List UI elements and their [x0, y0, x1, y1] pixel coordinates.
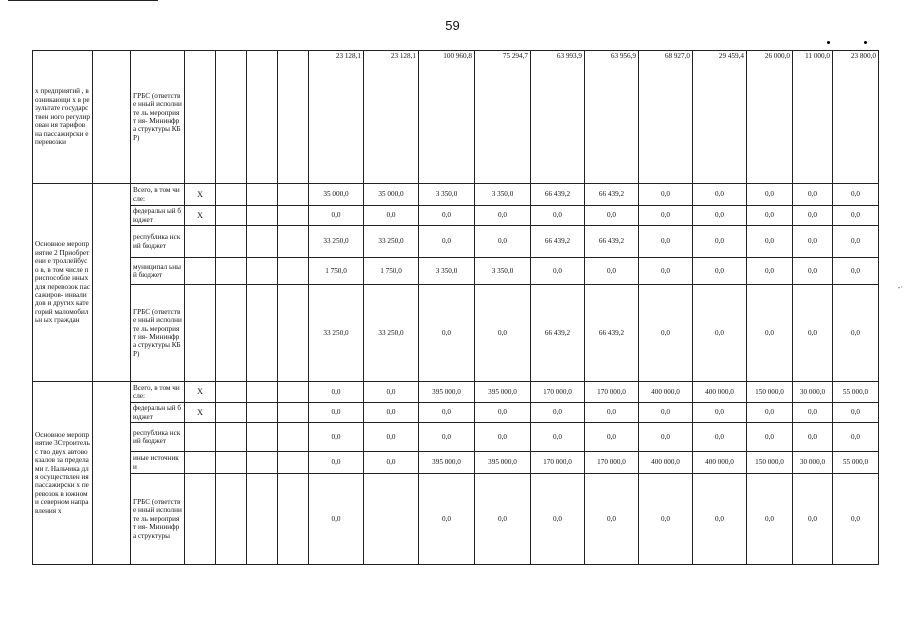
scan-dot	[827, 41, 830, 44]
value-cell: 0,0	[693, 258, 747, 285]
value-cell: 0,0	[833, 184, 879, 206]
value-cell: 66 439,2	[531, 285, 585, 382]
scan-dot	[864, 41, 867, 44]
value-cell: 395 000,0	[475, 382, 531, 403]
value-cell: 0,0	[585, 403, 639, 423]
value-cell: 0,0	[793, 226, 833, 258]
x-marker-cell	[185, 51, 216, 184]
value-cell: 0,0	[793, 474, 833, 565]
x-marker-cell: Х	[185, 206, 216, 226]
empty-cell	[278, 423, 309, 452]
margin-mark: -·	[897, 283, 903, 292]
funding-source-cell: Всего, в том числе:	[131, 382, 185, 403]
funding-source-cell: ГРБС (ответстве нный исполните ль мероприят ия- Мининфра структуры КБР)	[131, 51, 185, 184]
value-cell: 170 000,0	[531, 452, 585, 474]
value-cell: 0,0	[833, 258, 879, 285]
empty-cell	[278, 226, 309, 258]
empty-cell	[216, 423, 247, 452]
empty-cell	[247, 184, 278, 206]
value-cell: 66 439,2	[585, 226, 639, 258]
value-cell: 66 439,2	[585, 285, 639, 382]
value-cell: 0,0	[531, 258, 585, 285]
value-cell: 0,0	[419, 474, 475, 565]
value-cell: 30 000,0	[793, 382, 833, 403]
value-cell: 11 000,0	[793, 51, 833, 184]
value-cell: 0,0	[309, 403, 364, 423]
value-cell: 23 128,1	[309, 51, 364, 184]
x-marker-cell	[185, 258, 216, 285]
value-cell: 1 750,0	[309, 258, 364, 285]
empty-cell	[278, 51, 309, 184]
value-cell: 66 439,2	[585, 184, 639, 206]
table-row	[33, 51, 879, 184]
empty-cell	[216, 452, 247, 474]
value-cell: 0,0	[475, 423, 531, 452]
empty-cell	[278, 452, 309, 474]
value-cell: 0,0	[585, 474, 639, 565]
value-cell: 0,0	[747, 184, 793, 206]
value-cell: 0,0	[475, 474, 531, 565]
empty-cell	[278, 403, 309, 423]
value-cell: 395 000,0	[419, 382, 475, 403]
value-cell: 0,0	[833, 285, 879, 382]
value-cell: 0,0	[693, 206, 747, 226]
value-cell: 400 000,0	[693, 452, 747, 474]
table-row	[33, 258, 879, 285]
value-cell: 0,0	[693, 423, 747, 452]
empty-cell	[216, 206, 247, 226]
value-cell: 0,0	[693, 474, 747, 565]
value-cell: 3 350,0	[475, 184, 531, 206]
empty-cell	[216, 226, 247, 258]
value-cell: 55 000,0	[833, 382, 879, 403]
value-cell: 395 000,0	[475, 452, 531, 474]
empty-cell	[278, 258, 309, 285]
table-row	[33, 452, 879, 474]
value-cell: 0,0	[639, 474, 693, 565]
value-cell: 400 000,0	[639, 382, 693, 403]
x-marker-cell	[185, 423, 216, 452]
value-cell: 0,0	[833, 474, 879, 565]
value-cell: 0,0	[639, 285, 693, 382]
empty-cell	[247, 403, 278, 423]
empty-cell	[278, 285, 309, 382]
value-cell: 0,0	[419, 423, 475, 452]
value-cell: 30 000,0	[793, 452, 833, 474]
value-cell: 0,0	[419, 403, 475, 423]
value-cell: 0,0	[419, 285, 475, 382]
value-cell: 100 960,8	[419, 51, 475, 184]
budget-table	[32, 50, 879, 565]
value-cell: 0,0	[747, 206, 793, 226]
empty-cell	[93, 184, 131, 382]
value-cell: 0,0	[693, 184, 747, 206]
value-cell: 0,0	[419, 206, 475, 226]
value-cell: 0,0	[364, 423, 419, 452]
value-cell: 33 250,0	[364, 226, 419, 258]
value-cell: 0,0	[693, 226, 747, 258]
value-cell: 0,0	[693, 403, 747, 423]
value-cell: 63 993,9	[531, 51, 585, 184]
empty-cell	[216, 258, 247, 285]
value-cell: 0,0	[793, 423, 833, 452]
value-cell: 0,0	[585, 258, 639, 285]
value-cell: 68 927,0	[639, 51, 693, 184]
value-cell: 0,0	[475, 226, 531, 258]
empty-cell	[247, 226, 278, 258]
value-cell: 75 294,7	[475, 51, 531, 184]
value-cell: 33 250,0	[364, 285, 419, 382]
empty-cell	[93, 51, 131, 184]
table-row	[33, 226, 879, 258]
value-cell: 150 000,0	[747, 382, 793, 403]
value-cell: 0,0	[793, 258, 833, 285]
x-marker-cell	[185, 452, 216, 474]
value-cell: 3 350,0	[475, 258, 531, 285]
empty-cell	[216, 285, 247, 382]
x-marker-cell	[185, 285, 216, 382]
value-cell: 0,0	[639, 206, 693, 226]
empty-cell	[278, 184, 309, 206]
value-cell: 170 000,0	[585, 452, 639, 474]
value-cell: 66 439,2	[531, 184, 585, 206]
value-cell: 0,0	[475, 403, 531, 423]
value-cell: 0,0	[639, 226, 693, 258]
funding-source-cell: Всего, в том числе:	[131, 184, 185, 206]
funding-source-cell: федеральн ый бюджет	[131, 206, 185, 226]
value-cell: 35 000,0	[364, 184, 419, 206]
activity-name-cell: Основное мероприятие 3Строительс тво двух автовокзалов за пределами г. Нальчика для осуществлен ия пассажирски х перевозок в южном и северном направления х	[33, 382, 93, 565]
value-cell: 0,0	[475, 206, 531, 226]
value-cell: 0,0	[833, 403, 879, 423]
empty-cell	[247, 452, 278, 474]
value-cell: 170 000,0	[585, 382, 639, 403]
empty-cell	[216, 51, 247, 184]
funding-source-cell: ГРБС (ответстве нный исполните ль мероприят ия- Мининфра структуры КБР)	[131, 285, 185, 382]
x-marker-cell	[185, 226, 216, 258]
value-cell: 0,0	[693, 285, 747, 382]
value-cell: 0,0	[364, 382, 419, 403]
x-marker-cell: Х	[185, 382, 216, 403]
funding-source-cell: республика нский бюджет	[131, 423, 185, 452]
value-cell: 1 750,0	[364, 258, 419, 285]
empty-cell	[216, 184, 247, 206]
value-cell: 0,0	[833, 423, 879, 452]
value-cell: 0,0	[747, 258, 793, 285]
value-cell: 66 439,2	[531, 226, 585, 258]
value-cell: 0,0	[747, 285, 793, 382]
empty-cell	[247, 423, 278, 452]
empty-cell	[216, 382, 247, 403]
table-row	[33, 382, 879, 403]
value-cell: 0,0	[585, 423, 639, 452]
page-number: 59	[445, 18, 460, 33]
empty-cell	[216, 403, 247, 423]
value-cell: 400 000,0	[639, 452, 693, 474]
value-cell: 0,0	[639, 184, 693, 206]
value-cell: 170 000,0	[531, 382, 585, 403]
table-row	[33, 423, 879, 452]
value-cell: 23 800,0	[833, 51, 879, 184]
activity-name-cell: х предприятий , возникающи х в результате государствен ного регулирован ия тарифов на пассажирски е перевозки	[33, 51, 93, 184]
value-cell: 33 250,0	[309, 285, 364, 382]
value-cell: 0,0	[639, 258, 693, 285]
empty-cell	[278, 206, 309, 226]
empty-cell	[247, 285, 278, 382]
value-cell: 29 459,4	[693, 51, 747, 184]
value-cell: 0,0	[309, 206, 364, 226]
value-cell: 0,0	[747, 423, 793, 452]
value-cell: 0,0	[309, 452, 364, 474]
value-cell: 3 350,0	[419, 184, 475, 206]
value-cell: 0,0	[309, 474, 364, 565]
value-cell	[364, 474, 419, 565]
value-cell: 0,0	[531, 423, 585, 452]
value-cell: 0,0	[747, 403, 793, 423]
value-cell: 35 000,0	[309, 184, 364, 206]
value-cell: 150 000,0	[747, 452, 793, 474]
value-cell: 23 128,1	[364, 51, 419, 184]
value-cell: 0,0	[364, 206, 419, 226]
table-row	[33, 184, 879, 206]
value-cell: 0,0	[639, 423, 693, 452]
value-cell: 55 000,0	[833, 452, 879, 474]
activity-name-cell: Основное мероприятие 2 Приобретени е троллейбусо в, в том числе приспособле нных для перевозок пассажиров- инвалидов и других категорий маломобильн ых граждан	[33, 184, 93, 382]
funding-source-cell: иные источники	[131, 452, 185, 474]
value-cell: 395 000,0	[419, 452, 475, 474]
value-cell: 0,0	[793, 184, 833, 206]
value-cell: 33 250,0	[309, 226, 364, 258]
empty-cell	[278, 474, 309, 565]
value-cell: 0,0	[364, 452, 419, 474]
value-cell: 0,0	[309, 382, 364, 403]
value-cell: 0,0	[531, 206, 585, 226]
top-rule	[0, 0, 160, 3]
empty-cell	[247, 474, 278, 565]
funding-source-cell: ГРБС (ответстве нный исполните ль мероприят ия- Мининфра структуры	[131, 474, 185, 565]
empty-cell	[247, 258, 278, 285]
empty-cell	[247, 382, 278, 403]
value-cell: 0,0	[747, 474, 793, 565]
x-marker-cell: Х	[185, 403, 216, 423]
empty-cell	[247, 206, 278, 226]
value-cell: 0,0	[833, 226, 879, 258]
funding-source-cell: муниципал ьный бюджет	[131, 258, 185, 285]
value-cell: 0,0	[419, 226, 475, 258]
x-marker-cell	[185, 474, 216, 565]
table-row	[33, 206, 879, 226]
value-cell: 0,0	[585, 206, 639, 226]
value-cell: 63 956,9	[585, 51, 639, 184]
empty-cell	[93, 382, 131, 565]
value-cell: 0,0	[793, 403, 833, 423]
value-cell: 0,0	[833, 206, 879, 226]
value-cell: 0,0	[639, 403, 693, 423]
value-cell: 3 350,0	[419, 258, 475, 285]
value-cell: 0,0	[793, 206, 833, 226]
value-cell: 0,0	[747, 226, 793, 258]
value-cell: 0,0	[531, 474, 585, 565]
value-cell: 0,0	[475, 285, 531, 382]
empty-cell	[247, 51, 278, 184]
x-marker-cell: Х	[185, 184, 216, 206]
funding-source-cell: федеральн ый бюджет	[131, 403, 185, 423]
value-cell: 0,0	[531, 403, 585, 423]
empty-cell	[278, 382, 309, 403]
value-cell: 26 000,0	[747, 51, 793, 184]
value-cell: 0,0	[364, 403, 419, 423]
table-row	[33, 285, 879, 382]
value-cell: 0,0	[793, 285, 833, 382]
table-row	[33, 474, 879, 565]
value-cell: 400 000,0	[693, 382, 747, 403]
funding-source-cell: республика нский бюджет	[131, 226, 185, 258]
empty-cell	[216, 474, 247, 565]
value-cell: 0,0	[309, 423, 364, 452]
table-row	[33, 403, 879, 423]
